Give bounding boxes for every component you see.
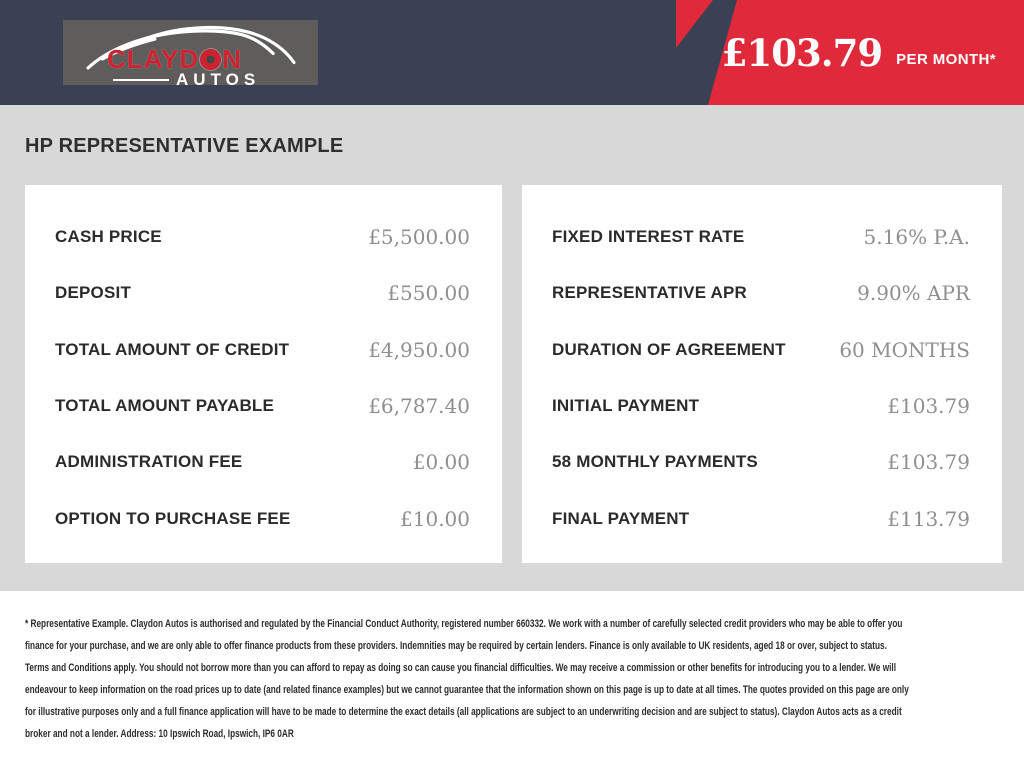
monthly-price-suffix: PER MONTH*: [896, 51, 996, 68]
row-label: TOTAL AMOUNT OF CREDIT: [55, 339, 290, 359]
site-header: [0, 0, 1024, 105]
row-label: 58 MONTHLY PAYMENTS: [552, 452, 758, 472]
monthly-price-amount: £103.79: [721, 30, 883, 75]
row-value: £0.00: [412, 450, 470, 475]
row-value: 60 MONTHS: [839, 337, 970, 362]
row-value: £5,500.00: [368, 225, 470, 250]
logo-text-part2: N: [222, 44, 242, 74]
row-value: £4,950.00: [368, 337, 470, 362]
row-label: DURATION OF AGREEMENT: [552, 339, 786, 359]
table-row: [552, 265, 970, 321]
table-row: [55, 378, 470, 434]
row-label: FIXED INTEREST RATE: [552, 227, 745, 247]
finance-panel-left: [25, 185, 502, 563]
row-value: 9.90% APR: [857, 281, 970, 306]
monthly-price-banner: [722, 0, 996, 105]
row-label: REPRESENTATIVE APR: [552, 283, 748, 303]
table-row: [552, 491, 970, 547]
logo-subtitle: AUTOS: [176, 70, 261, 89]
row-label: DEPOSIT: [55, 283, 132, 303]
claydon-autos-logo[interactable]: [63, 20, 318, 89]
table-row: [552, 434, 970, 490]
row-label: INITIAL PAYMENT: [552, 396, 700, 416]
row-label: CASH PRICE: [55, 227, 162, 247]
logo-subtitle-row: [113, 70, 260, 90]
row-value: £10.00: [400, 506, 470, 531]
logo-wheel-icon: [200, 49, 221, 70]
finance-example-section: [0, 105, 1024, 591]
table-row: [55, 322, 470, 378]
row-label: FINAL PAYMENT: [552, 508, 690, 528]
table-row: [552, 378, 970, 434]
table-row: [55, 491, 470, 547]
row-value: 5.16% P.A.: [863, 225, 970, 250]
disclaimer-section: [0, 591, 1024, 768]
row-value: £103.79: [887, 450, 970, 475]
table-row: [55, 434, 470, 490]
row-label: TOTAL AMOUNT PAYABLE: [55, 396, 275, 416]
table-row: [552, 322, 970, 378]
row-value: £113.79: [887, 506, 970, 531]
finance-panel-right: [522, 185, 1002, 563]
disclaimer-text: * Representative Example. Claydon Autos is authorised and regulated by the Financial Conduct Authority, registered number 660332. We work with a number of carefully selected credit providers who may be able to offer you finance for your purchase, and we are only able to offer finance products from these providers. Indemnities may be required by certain lenders. Finance is only available to UK residents, aged 18 or over, subject to status. Terms and Conditions apply. You should not borrow more than you can afford to repay as doing so can cause you financial difficulties. We may receive a commission or other benefits for introducing you to a lender. We will endeavour to keep information on the road prices up to date (and related finance examples) but we cannot guarantee that the information shown on this page is up to date at all times. The quotes provided on this page are only for illustrative purposes only and a full finance application will have to be made to determine the exact details (all applications are subject to an underwriting decision and are subject to status). Claydon Autos acts as a credit broker and not a lender. Address: 10 Ipswich Road, Ipswich, IP6 0AR: [25, 618, 909, 740]
logo-text-part1: CLAYD: [107, 44, 200, 74]
finance-panels: [25, 185, 1002, 563]
table-row: [55, 209, 470, 265]
logo-underline: [113, 79, 169, 82]
table-row: [552, 209, 970, 265]
page-title: HP REPRESENTATIVE EXAMPLE: [25, 135, 344, 157]
table-row: [55, 265, 470, 321]
row-value: £550.00: [387, 281, 470, 306]
row-value: £6,787.40: [368, 394, 470, 419]
row-label: OPTION TO PURCHASE FEE: [55, 508, 291, 528]
row-label: ADMINISTRATION FEE: [55, 452, 243, 472]
row-value: £103.79: [887, 394, 970, 419]
